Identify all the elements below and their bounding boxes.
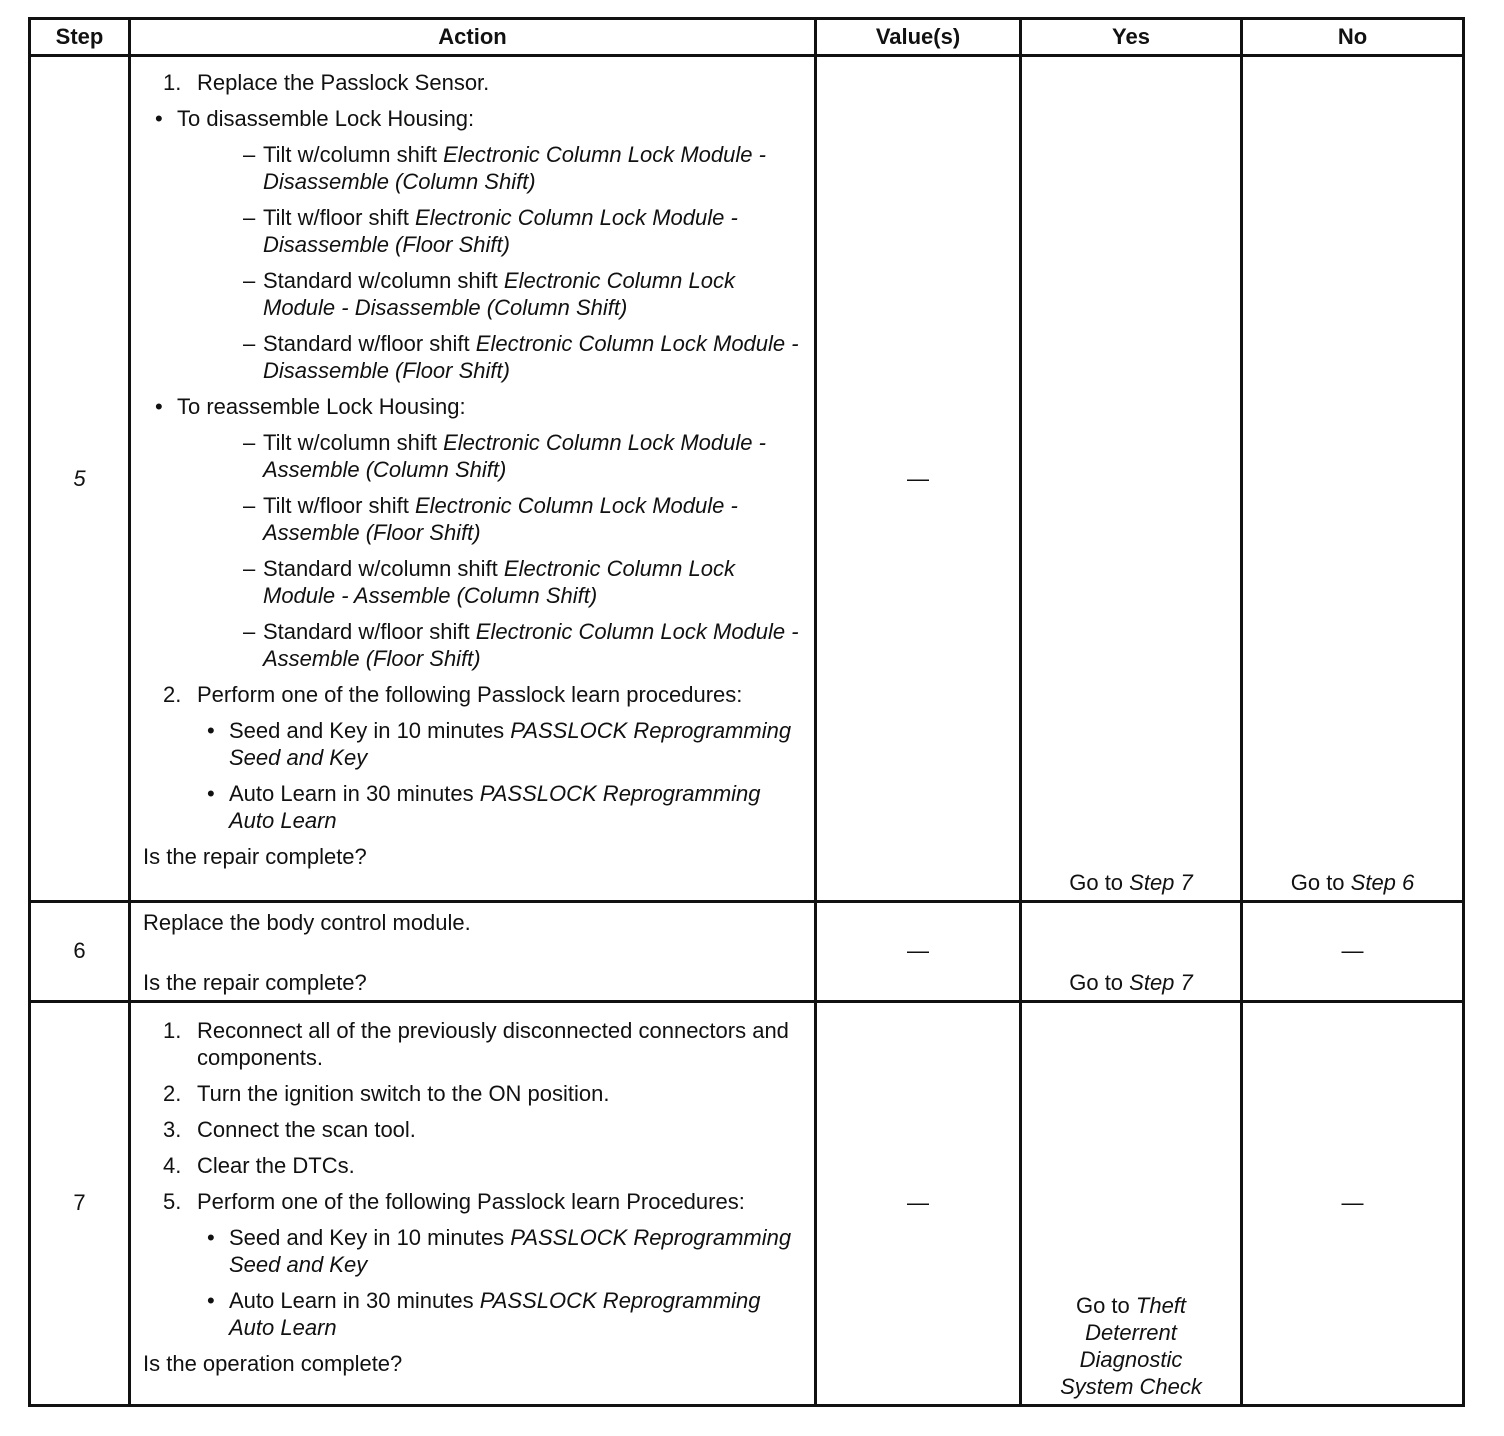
no-cell [1242,56,1464,902]
value-dash: — [907,466,929,491]
table-row-step-7 [30,1002,1464,1406]
dash-item: – Tilt w/column shift Electronic Column Lock Module - Disassemble (Column Shift) [243,142,766,194]
question-text: Is the repair complete? [143,970,367,995]
step-cell [30,56,130,902]
table-row-step-6 [30,902,1464,1002]
header-row [30,19,1464,56]
no-cell [1242,902,1464,1002]
step-number: 7 [73,1190,86,1215]
question-text: Is the operation complete? [143,1351,403,1376]
action-cell [130,902,816,1002]
header-step: Step [30,19,130,56]
yes-cell [1021,56,1242,902]
no-dash: — [1341,1190,1364,1215]
dash-item: – Tilt w/floor shift Electronic Column Lock Module - Assemble (Floor Shift) [243,493,738,545]
question-text: Is the repair complete? [143,844,367,869]
bullet-item: • Seed and Key in 10 minutes PASSLOCK Reprogramming Seed and Key [207,718,792,770]
step-cell [30,902,130,1002]
action-text: Replace the body control module. [143,910,471,935]
value-cell [816,56,1021,902]
list-item: 2. Turn the ignition switch to the ON position. [163,1081,610,1106]
action-cell [130,56,816,902]
dash-item: – Standard w/column shift Electronic Column Lock Module - Disassemble (Column Shift) [243,268,736,320]
yes-link[interactable]: Go to Theft Deterrent Diagnostic System Check [1060,1293,1202,1399]
list-item: 1. Replace the Passlock Sensor. [163,70,490,95]
bullet-item: • Seed and Key in 10 minutes PASSLOCK Reprogramming Seed and Key [207,1225,792,1277]
list-item: 1. Reconnect all of the previously disconnected connectors and components. [163,1018,789,1070]
bullet-item: • Auto Learn in 30 minutes PASSLOCK Reprogramming Auto Learn [207,1288,761,1340]
no-link[interactable]: Go to Step 6 [1290,870,1415,895]
value-dash: — [907,1190,929,1215]
bullet-item: • To reassemble Lock Housing: [155,394,466,419]
yes-link[interactable]: Go to Step 7 [1069,870,1193,895]
value-cell [816,1002,1021,1406]
value-cell [816,902,1021,1002]
no-cell [1242,1002,1464,1406]
action-cell [130,1002,816,1406]
no-dash: — [1341,938,1364,963]
dash-item: – Standard w/floor shift Electronic Column Lock Module - Assemble (Floor Shift) [243,619,799,671]
list-item: 2. Perform one of the following Passlock learn procedures: [163,682,743,707]
yes-cell [1021,1002,1242,1406]
step-number: 5 [73,466,86,491]
yes-link[interactable]: Go to Step 7 [1069,970,1193,995]
header-values: Value(s) [816,19,1021,56]
dash-item: – Tilt w/floor shift Electronic Column Lock Module - Disassemble (Floor Shift) [243,205,738,257]
list-item: 5. Perform one of the following Passlock learn Procedures: [163,1189,745,1214]
list-item: 4. Clear the DTCs. [163,1153,355,1178]
header-yes: Yes [1021,19,1242,56]
header-action: Action [130,19,816,56]
table-row-step-5 [30,56,1464,902]
yes-cell [1021,902,1242,1002]
dash-item: – Standard w/column shift Electronic Column Lock Module - Assemble (Column Shift) [243,556,736,608]
dash-item: – Tilt w/column shift Electronic Column Lock Module - Assemble (Column Shift) [243,430,766,482]
step-number: 6 [73,938,86,963]
value-dash: — [907,938,929,963]
list-item: 3. Connect the scan tool. [163,1117,416,1142]
step-cell [30,1002,130,1406]
dash-item: – Standard w/floor shift Electronic Column Lock Module - Disassemble (Floor Shift) [243,331,799,383]
bullet-item: • Auto Learn in 30 minutes PASSLOCK Reprogramming Auto Learn [207,781,761,833]
header-no: No [1242,19,1464,56]
diagnostic-table [28,17,1465,1407]
bullet-item: • To disassemble Lock Housing: [155,106,475,131]
